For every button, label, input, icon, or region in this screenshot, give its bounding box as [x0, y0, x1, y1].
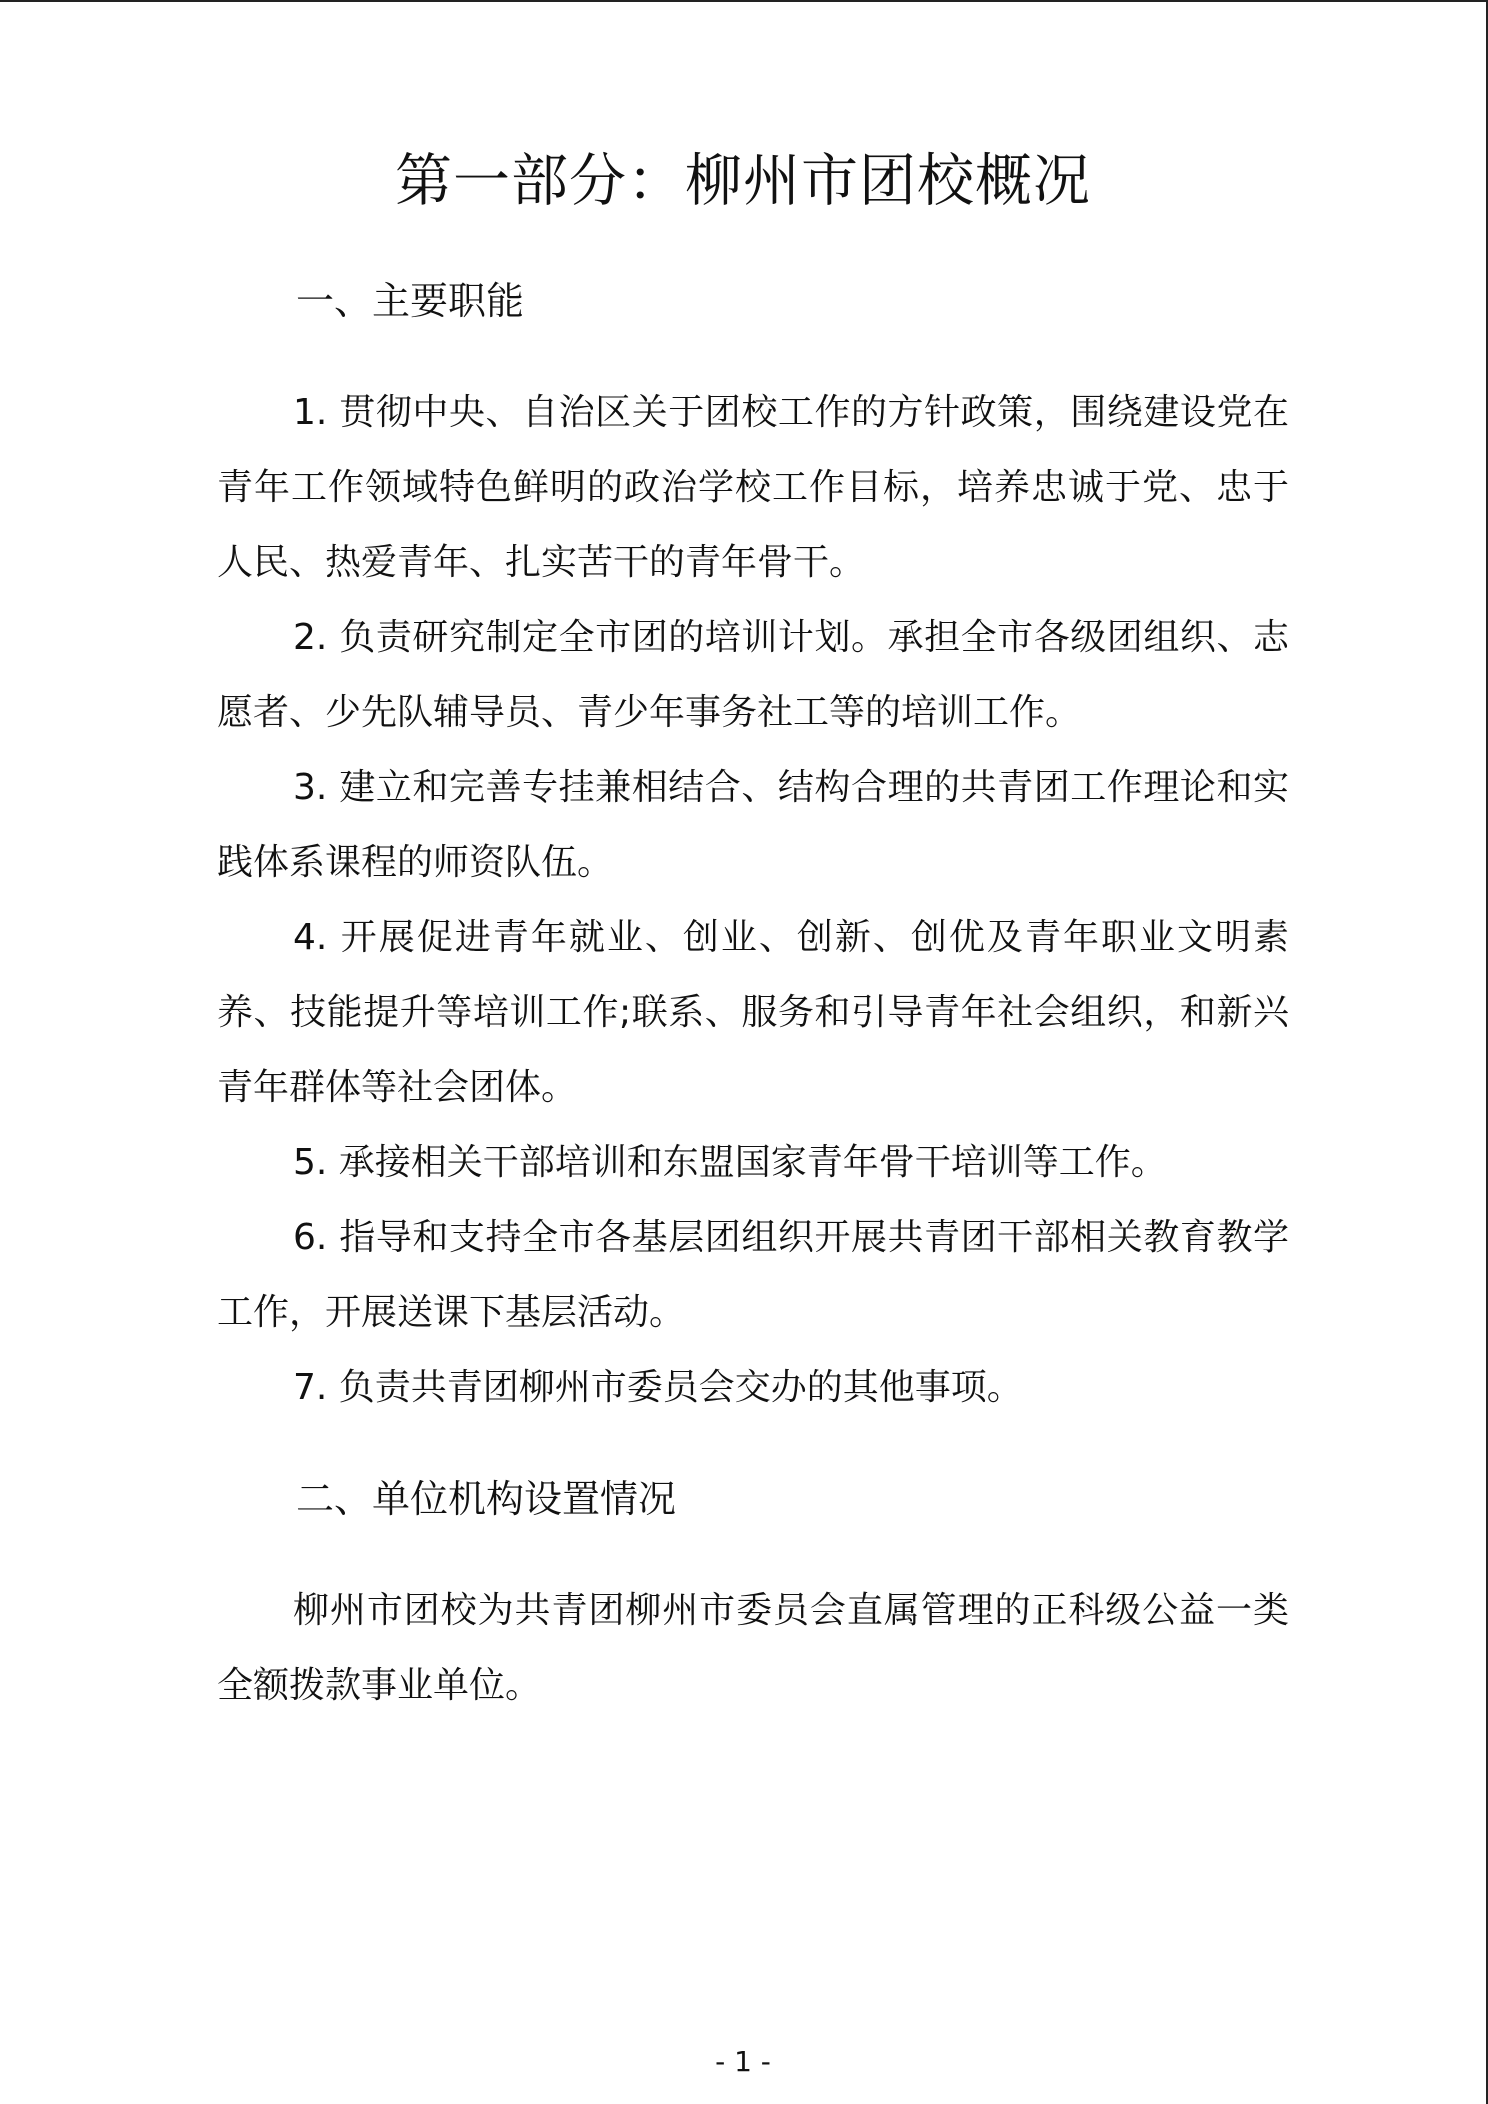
function-item-2: 2. 负责研究制定全市团的培训计划。承担全市各级团组织、志愿者、少先队辅导员、青少年事务社工等的培训工作。 [217, 617, 1289, 733]
organization-paragraph: 柳州市团校为共青团柳州市委员会直属管理的正科级公益一类全额拨款事业单位。 [217, 1590, 1289, 1706]
function-item-4: 4. 开展促进青年就业、创业、创新、创优及青年职业文明素养、技能提升等培训工作;联系、服务和引导青年社会组织，和新兴青年群体等社会团体。 [217, 917, 1289, 1108]
function-item-6: 6. 指导和支持全市各基层团组织开展共青团干部相关教育教学工作，开展送课下基层活动。 [217, 1217, 1289, 1333]
function-item-5: 5. 承接相关干部培训和东盟国家青年骨干培训等工作。 [293, 1142, 1167, 1183]
section-heading-organization: 二、单位机构设置情况 [296, 1477, 677, 1521]
function-item-3: 3. 建立和完善专挂兼相结合、结构合理的共青团工作理论和实践体系课程的师资队伍。 [217, 767, 1289, 883]
section-heading-main-functions: 一、主要职能 [296, 279, 525, 323]
function-item-1: 1. 贯彻中央、自治区关于团校工作的方针政策，围绕建设党在青年工作领域特色鲜明的政治学校工作目标，培养忠诚于党、忠于人民、热爱青年、扎实苦干的青年骨干。 [217, 392, 1289, 583]
page-number: - 1 - [715, 2045, 771, 2078]
function-item-7: 7. 负责共青团柳州市委员会交办的其他事项。 [293, 1367, 1023, 1408]
page-title: 第一部分：柳州市团校概况 [395, 148, 1091, 214]
